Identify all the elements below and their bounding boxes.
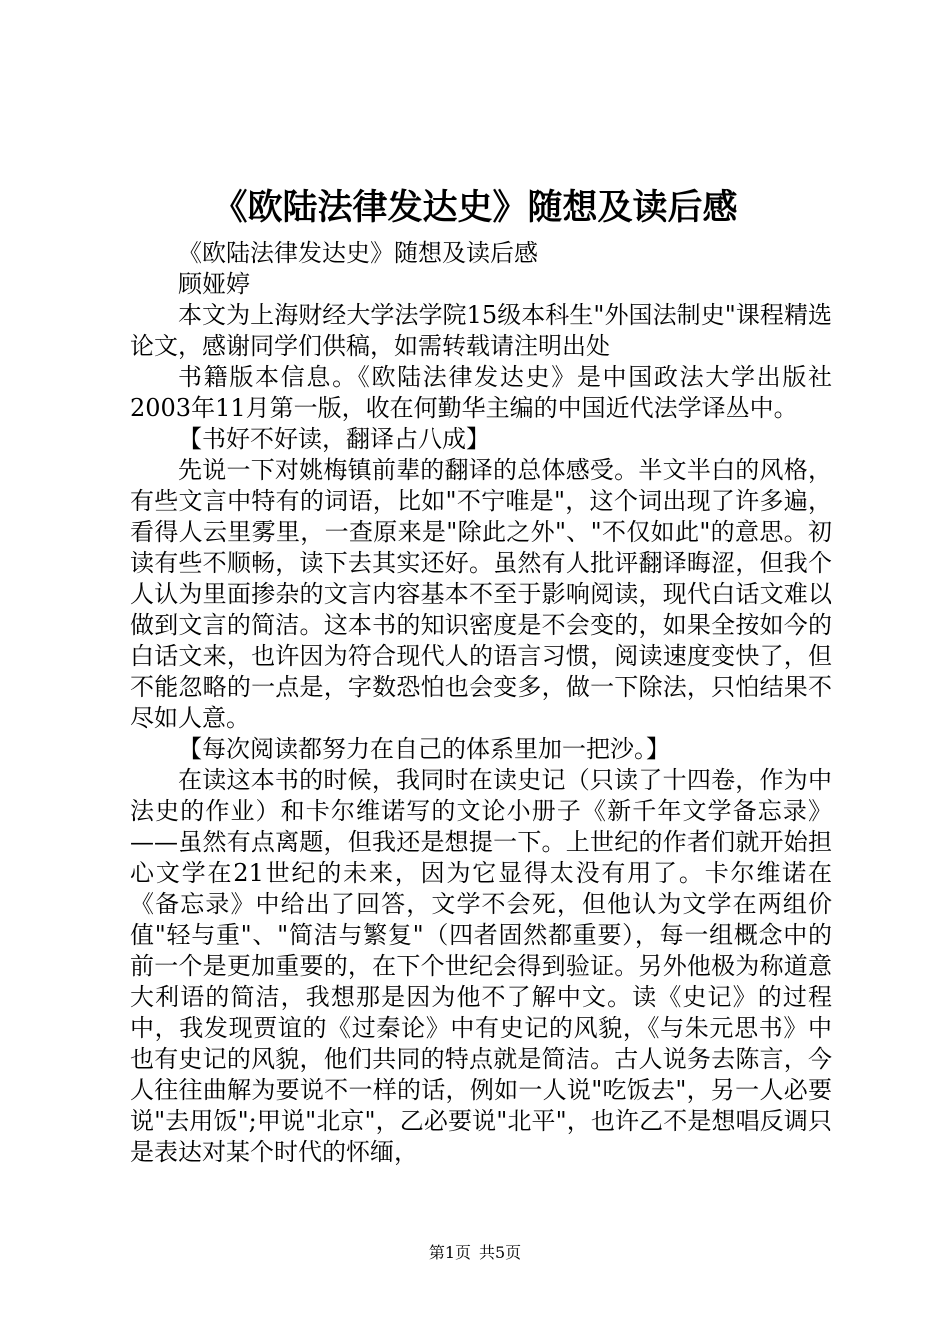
section-heading-reading: 【每次阅读都努力在自己的体系里加一把沙。】 xyxy=(178,735,670,763)
subtitle-line: 《欧陆法律发达史》随想及读后感 xyxy=(178,239,538,267)
paragraph-translation: 先说一下对姚梅镇前辈的翻译的总体感受。半文半白的风格，有些文言中特有的词语，比如"不宁唯是"，这个词出现了许多遍，看得人云里雾里，一查原来是"除此之外"、"不仅如此"的意思。初读有些不顺畅，读下去其实还好。虽然有人批评翻译晦涩，但我个人认为里面掺杂的文言内容基本不至于影响阅读，现代白话文难以做到文言的简洁。这本书的知识密度是不会变的，如果全按如今的白话文来，也许因为符合现代人的语言习惯，阅读速度变快了，但不能忽略的一点是，字数恐怕也会变多，做一下除法，只怕结果不尽如人意。 xyxy=(130,456,832,732)
page-footer xyxy=(0,1243,950,1263)
author-line: 顾娅婷 xyxy=(178,270,250,298)
paragraph-edition-info: 书籍版本信息。《欧陆法律发达史》是中国政法大学出版社2003年11月第一版，收在何勤华主编的中国近代法学译丛中。 xyxy=(130,363,832,422)
page-number: 第1页 xyxy=(428,1243,471,1262)
paragraph-reading: 在读这本书的时候，我同时在读史记（只读了十四卷，作为中法史的作业）和卡尔维诺写的文论小册子《新千年文学备忘录》——虽然有点离题，但我还是想提一下。上世纪的作者们就开始担心文学在21世纪的未来，因为它显得太没有用了。卡尔维诺在《备忘录》中给出了回答，文学不会死，但他认为文学在两组价值"轻与重"、"简洁与繁复"（四者固然都重要），每一组概念中的前一个是更加重要的，在下个世纪会得到验证。另外他极为称道意大利语的简洁，我想那是因为他不了解中文。读《史记》的过程中，我发现贾谊的《过秦论》中有史记的风貌，《与朱元思书》中也有史记的风貌，他们共同的特点就是简洁。古人说务去陈言，今人往往曲解为要说不一样的话，例如一人说"吃饭去"，另一人必要说"去用饭";甲说"北京"，乙必要说"北平"，也许乙不是想唱反调只是表达对某个时代的怀缅， xyxy=(130,766,832,1166)
section-heading-translation: 【书好不好读，翻译占八成】 xyxy=(178,425,490,453)
document-title: 《欧陆法律发达史》随想及读后感 xyxy=(212,188,738,228)
page-total: 共5页 xyxy=(479,1243,522,1262)
paragraph-source-note: 本文为上海财经大学法学院15级本科生"外国法制史"课程精选论文，感谢同学们供稿，如需转载请注明出处 xyxy=(130,301,832,360)
document-body xyxy=(130,238,832,1168)
